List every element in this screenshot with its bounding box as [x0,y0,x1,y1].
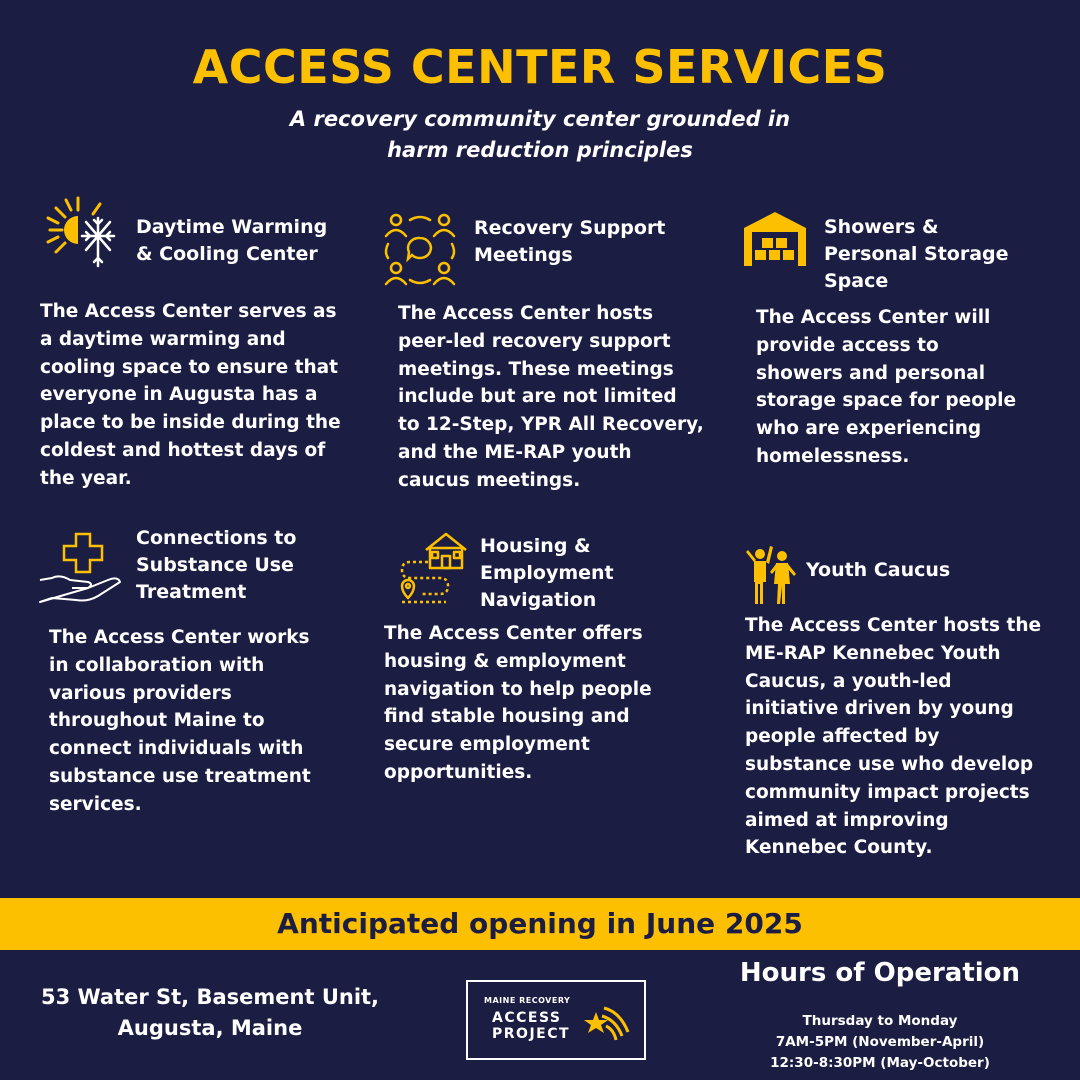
logo-top-text: MAINE RECOVERY [484,996,571,1005]
service-body-line: opportunities. [384,761,533,783]
service-body-line: find stable housing and [384,706,630,728]
service-title-line: Daytime Warming [136,216,328,238]
service-body-line: people affected by [745,726,940,748]
hours-title: Hours of Operation [739,958,1021,988]
subtitle-line: A recovery community center grounded in [289,107,791,131]
service-body-line: showers and personal [756,362,986,384]
service-body-line: The Access Center will [756,307,991,328]
logo-line: ACCESS [492,1010,562,1026]
opening-banner: Anticipated opening in June 2025 [0,898,1080,950]
service-title-line: Personal Storage [824,243,1009,265]
service-body-line: to 12-Step, YPR All Recovery, [398,414,704,436]
service-body-line: throughout Maine to [49,710,265,732]
service-body-line: the year. [40,467,132,489]
service-title-showers [824,214,1009,295]
service-body-line: Kennebec County. [745,837,933,859]
shooting-star-icon [580,998,632,1044]
service-body-line: cooling space to ensure that [40,356,338,378]
sun-snowflake-icon [38,190,120,272]
service-title-line: Space [824,270,889,292]
service-body-line: caucus meetings. [398,469,581,491]
service-body-line: in collaboration with [49,654,265,676]
service-body-line: who are experiencing [756,418,982,440]
service-title-line: Employment [480,562,614,584]
house-route-icon [392,532,472,612]
service-body-line: The Access Center hosts the [745,615,1042,636]
service-body-line: initiative driven by young [745,698,1014,720]
service-title-meetings [474,215,665,269]
service-body-line: place to be inside during the [40,412,341,434]
service-body-line: substance use treatment [49,765,311,787]
service-body-warming [40,298,370,493]
service-body-line: meetings. These meetings [398,358,674,380]
service-body-line: The Access Center works [49,627,310,648]
service-title-line: Treatment [136,581,247,603]
service-body-line: secure employment [384,734,590,756]
service-body-line: storage space for people [756,390,1017,412]
warehouse-icon [744,212,806,268]
group-chat-icon [382,212,458,288]
service-title-housing [480,533,614,614]
service-body-line: and the ME-RAP youth [398,441,632,463]
service-body-line: The Access Center serves as [40,301,337,322]
logo-line: PROJECT [492,1026,571,1042]
hours-summer: 12:30-8:30PM (May-October) [770,1055,990,1071]
service-body-line: The Access Center hosts [398,303,654,324]
service-body-line: a daytime warming and [40,328,286,350]
service-body-line: substance use who develop [745,753,1034,775]
hours-winter: 7AM-5PM (November-April) [775,1034,985,1050]
service-title-warming [136,214,327,268]
service-title-line: Showers & [824,216,939,238]
service-body-line: Caucus, a youth-led [745,670,952,692]
service-title-line: Substance Use [136,554,294,576]
address [20,982,400,1044]
subtitle-line: harm reduction principles [387,138,693,162]
service-body-line: services. [49,793,142,815]
service-body-line: connect individuals with [49,738,304,760]
service-body-line: everyone in Augusta has a [40,384,318,406]
service-body-line: provide access to [756,334,939,356]
service-title-treatment [136,525,296,606]
page-title: ACCESS CENTER SERVICES [192,40,888,94]
service-body-line: aimed at improving [745,809,949,831]
service-body-line: various providers [49,682,232,704]
hand-cross-icon [38,530,130,606]
service-body-line: homelessness. [756,445,910,467]
address-line: 53 Water St, Basement Unit, [40,985,380,1009]
service-title-youth [806,557,950,584]
service-body-line: coldest and hottest days of [40,439,326,461]
service-body-line: include but are not limited [398,386,677,408]
service-body-line: The Access Center offers [384,623,643,644]
hours-days: Thursday to Monday [802,1013,958,1029]
service-body-meetings [398,300,718,495]
service-title-line: Recovery Support [474,217,666,239]
service-title-line: Youth Caucus [806,559,951,581]
youth-people-icon [744,544,798,606]
service-body-line: navigation to help people [384,678,652,700]
service-body-youth [745,612,1065,862]
page-subtitle [240,104,840,166]
service-body-line: peer-led recovery support [398,330,671,352]
service-title-line: Housing & [480,535,591,557]
service-body-line: ME-RAP Kennebec Youth [745,642,1001,664]
service-body-line: housing & employment [384,650,626,672]
service-title-line: Meetings [474,244,573,266]
service-title-line: Navigation [480,589,597,611]
service-title-line: Connections to [136,527,297,549]
access-project-logo [466,980,646,1060]
service-body-line: community impact projects [745,781,1030,803]
service-body-housing [384,620,704,787]
service-body-showers [756,304,1056,471]
service-body-treatment [49,624,369,819]
service-title-line: & Cooling Center [136,243,318,265]
address-line: Augusta, Maine [117,1016,303,1040]
